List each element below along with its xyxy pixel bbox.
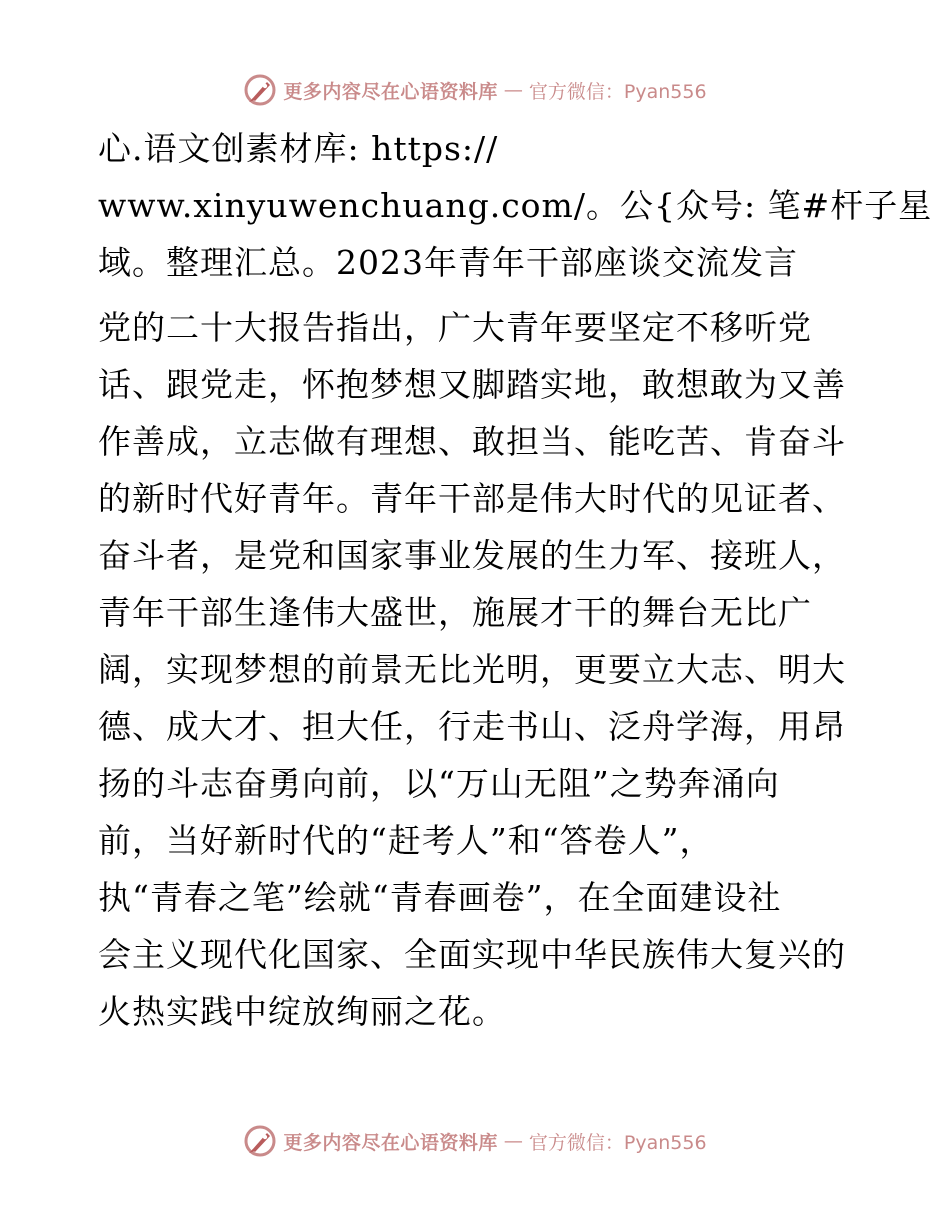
document-body xyxy=(98,120,933,1040)
footer-banner xyxy=(0,1121,950,1161)
header-banner-title: 更多内容尽在心语资料库 xyxy=(283,80,498,103)
body-line: 会主义现代化国家、全面实现中华民族伟大复兴的 xyxy=(98,935,846,974)
body-line: 前，当好新时代的“赶考人”和“答卷人”， xyxy=(98,821,714,860)
body-line: 话、跟党走，怀抱梦想又脚踏实地，敢想敢为又善 xyxy=(98,365,846,404)
footer-banner-dash: — xyxy=(503,1130,523,1152)
header-banner-dash: — xyxy=(503,79,523,101)
body-line: 的新时代好青年。青年干部是伟大时代的见证者、 xyxy=(98,479,846,518)
paragraph-gap xyxy=(98,291,858,299)
body-line: 阔，实现梦想的前景无比光明，更要立大志、明大 xyxy=(98,650,846,689)
body-line: 执“青春之笔”绘就“青春画卷”，在全面建设社 xyxy=(98,878,782,917)
header-banner-wechat: 官方微信：Pyan556 xyxy=(528,80,707,103)
intro-line: www.xinyuwenchuang.com/。公{众号: 笔#杆子星 xyxy=(98,186,933,225)
body-line: 奋斗者，是党和国家事业发展的生力军、接班人， xyxy=(98,536,846,575)
footer-banner-wechat: 官方微信：Pyan556 xyxy=(528,1131,707,1154)
body-line: 扬的斗志奋勇向前，以“万山无阻”之势奔涌向 xyxy=(98,764,780,803)
quill-circle-logo-icon xyxy=(243,1124,277,1158)
body-line: 火热实践中绽放绚丽之花。 xyxy=(98,992,506,1031)
intro-line: 心.语文创素材库: https:// xyxy=(98,129,499,168)
body-line: 青年干部生逢伟大盛世，施展才干的舞台无比广 xyxy=(98,593,812,632)
body-line: 德、成大才、担大任，行走书山、泛舟学海，用昂 xyxy=(98,707,846,746)
body-line: 作善成，立志做有理想、敢担当、能吃苦、肯奋斗 xyxy=(98,422,846,461)
body-line: 党的二十大报告指出，广大青年要坚定不移听党 xyxy=(98,308,812,347)
footer-banner-title: 更多内容尽在心语资料库 xyxy=(283,1131,498,1154)
header-banner xyxy=(0,70,950,110)
quill-circle-logo-icon xyxy=(243,73,277,107)
document-title-line: 域。整理汇总。2023年青年干部座谈交流发言 xyxy=(98,243,798,282)
